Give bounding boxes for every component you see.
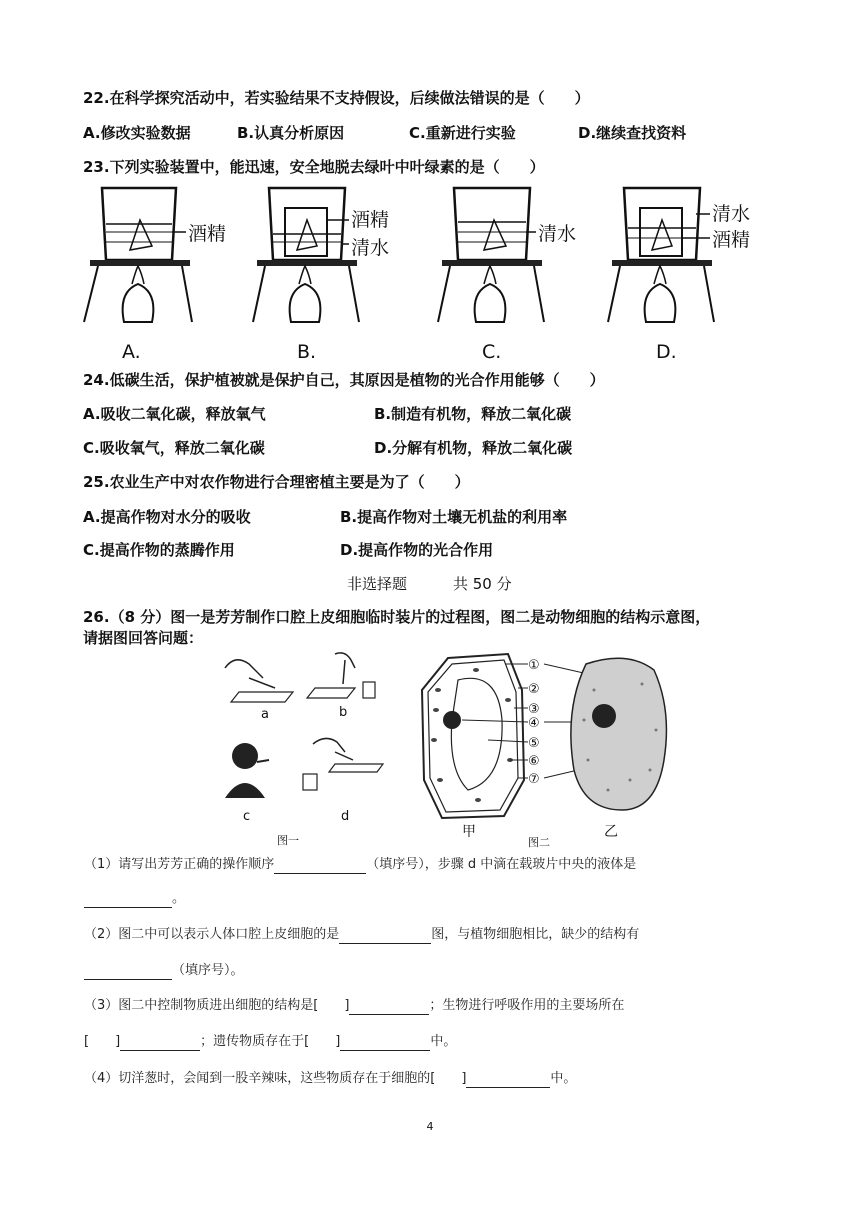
- cell-jia-label: 甲: [462, 824, 476, 840]
- sub3-text-a: （3）图二中控制物质进出细胞的结构是[ ]: [84, 998, 350, 1013]
- cell-yi-label: 乙: [604, 824, 618, 840]
- apparatus-d-label-2: 酒精: [712, 229, 751, 251]
- apparatus-b-label-2: 清水: [351, 237, 390, 259]
- sub-question-1-line-2: [84, 890, 185, 908]
- step-a-label: a: [261, 707, 269, 722]
- q26-stem-line-1: 26.（8 分）图一是芳芳制作口腔上皮细胞临时装片的过程图，图二是动物细胞的结构示意图，: [83, 608, 711, 626]
- q22-option-b: B.认真分析原因: [237, 124, 345, 142]
- sub3-blank-3[interactable]: [340, 1036, 430, 1051]
- q26-stem-line-2: 请据图回答问题：: [83, 629, 204, 647]
- figure-two-label-4: ④: [528, 716, 540, 731]
- step-b-illustration: [307, 653, 375, 720]
- figure-two-label-7: ⑦: [528, 772, 540, 787]
- q24-option-c: C.吸收氧气，释放二氧化碳: [83, 439, 265, 457]
- sub1-blank-1[interactable]: [274, 859, 366, 874]
- step-d-illustration: [303, 738, 383, 824]
- sub3-text-e: 中。: [430, 1034, 457, 1049]
- figure-two-caption: 图二: [528, 836, 550, 848]
- apparatus-c-letter: C.: [482, 341, 502, 362]
- apparatus-b-label-1: 酒精: [351, 209, 390, 231]
- figure-two-label-2: ②: [528, 682, 540, 697]
- sub3-blank-1[interactable]: [349, 1000, 429, 1015]
- q24-stem: 24.低碳生活，保护植被就是保护自己，其原因是植物的光合作用能够（ ）: [83, 371, 605, 389]
- sub-question-4: [84, 1070, 576, 1088]
- sub4-text-b: 中。: [550, 1071, 577, 1086]
- sub2-blank-2[interactable]: [84, 965, 172, 980]
- q22-option-a: A.修改实验数据: [83, 124, 191, 142]
- q24-option-b: B.制造有机物，释放二氧化碳: [374, 405, 572, 423]
- figure-one: [205, 648, 395, 848]
- figure-two: [418, 650, 678, 848]
- cell-yi: [571, 658, 667, 840]
- q22-option-d: D.继续查找资料: [578, 124, 687, 142]
- step-c-illustration: [225, 743, 269, 824]
- cell-jia: [422, 654, 524, 840]
- sub1-text-b: （填序号），步骤 d 中滴在载玻片中央的液体是: [366, 857, 637, 872]
- apparatus-d-letter: D.: [656, 341, 677, 362]
- sub3-blank-2[interactable]: [120, 1036, 200, 1051]
- sub2-text-c: （填序号）。: [172, 963, 244, 978]
- section-score: 共 50 分: [453, 575, 512, 593]
- step-c-label: c: [243, 809, 251, 824]
- q25-option-d: D.提高作物的光合作用: [340, 541, 494, 559]
- figure-one-caption: 图一: [277, 834, 299, 847]
- q22-stem: 22.在科学探究活动中，若实验结果不支持假设，后续做法错误的是（ ）: [83, 89, 590, 107]
- sub-question-1-line-1: [84, 856, 636, 874]
- sub1-text-c: 。: [172, 891, 186, 906]
- sub-question-3-line-2: [84, 1033, 456, 1051]
- apparatus-b-letter: B.: [297, 341, 317, 362]
- q23-stem: 23.下列实验装置中，能迅速，安全地脱去绿叶中叶绿素的是（ ）: [83, 158, 545, 176]
- figure-two-label-5: ⑤: [528, 736, 540, 751]
- sub2-blank-1[interactable]: [339, 929, 431, 944]
- apparatus-d: [608, 188, 750, 362]
- sub1-text-a: （1）请写出芳芳正确的操作顺序: [84, 857, 275, 872]
- sub2-text-a: （2）图二中可以表示人体口腔上皮细胞的是: [84, 927, 340, 942]
- sub3-text-b: ；生物进行呼吸作用的主要场所在: [429, 998, 625, 1013]
- q24-option-d: D.分解有机物，释放二氧化碳: [374, 439, 573, 457]
- figure-two-label-6: ⑥: [528, 754, 540, 769]
- section-title: 非选择题: [347, 575, 408, 593]
- q25-option-c: C.提高作物的蒸腾作用: [83, 541, 235, 559]
- q22-option-c: C.重新进行实验: [409, 124, 516, 142]
- figure-two-label-3: ③: [528, 702, 540, 717]
- step-d-label: d: [341, 809, 350, 824]
- sub2-text-b: 图，与植物细胞相比，缺少的结构有: [431, 927, 640, 942]
- step-a-illustration: [225, 660, 293, 722]
- sub-question-2-line-2: [84, 962, 244, 980]
- sub4-blank-1[interactable]: [466, 1073, 550, 1088]
- sub1-blank-2[interactable]: [84, 893, 172, 908]
- apparatus-c: [438, 188, 576, 362]
- sub4-text-a: （4）切洋葱时，会闻到一股辛辣味，这些物质存在于细胞的[ ]: [84, 1071, 467, 1086]
- q25-option-a: A.提高作物对水分的吸收: [83, 508, 251, 526]
- apparatus-d-label-1: 清水: [712, 203, 751, 225]
- sub3-text-d: ；遗传物质存在于[ ]: [200, 1034, 341, 1049]
- apparatus-a: [84, 188, 226, 362]
- apparatus-a-letter: A.: [122, 341, 141, 362]
- q25-option-b: B.提高作物对土壤无机盐的利用率: [340, 508, 568, 526]
- sub-question-2-line-1: [84, 926, 639, 944]
- apparatus-c-label-1: 清水: [538, 223, 577, 245]
- q25-stem: 25.农业生产中对农作物进行合理密植主要是为了（ ）: [83, 473, 470, 491]
- step-b-label: b: [339, 705, 348, 720]
- apparatus-b: [253, 188, 389, 362]
- q24-option-a: A.吸收二氧化碳，释放氧气: [83, 405, 266, 423]
- sub3-text-c: [ ]: [84, 1034, 121, 1049]
- apparatus-a-label-1: 酒精: [188, 223, 227, 245]
- sub-question-3-line-1: [84, 997, 624, 1015]
- figure-two-label-1: ①: [528, 658, 540, 673]
- page-number: 4: [426, 1120, 434, 1133]
- q23-apparatus-figure: [80, 180, 770, 362]
